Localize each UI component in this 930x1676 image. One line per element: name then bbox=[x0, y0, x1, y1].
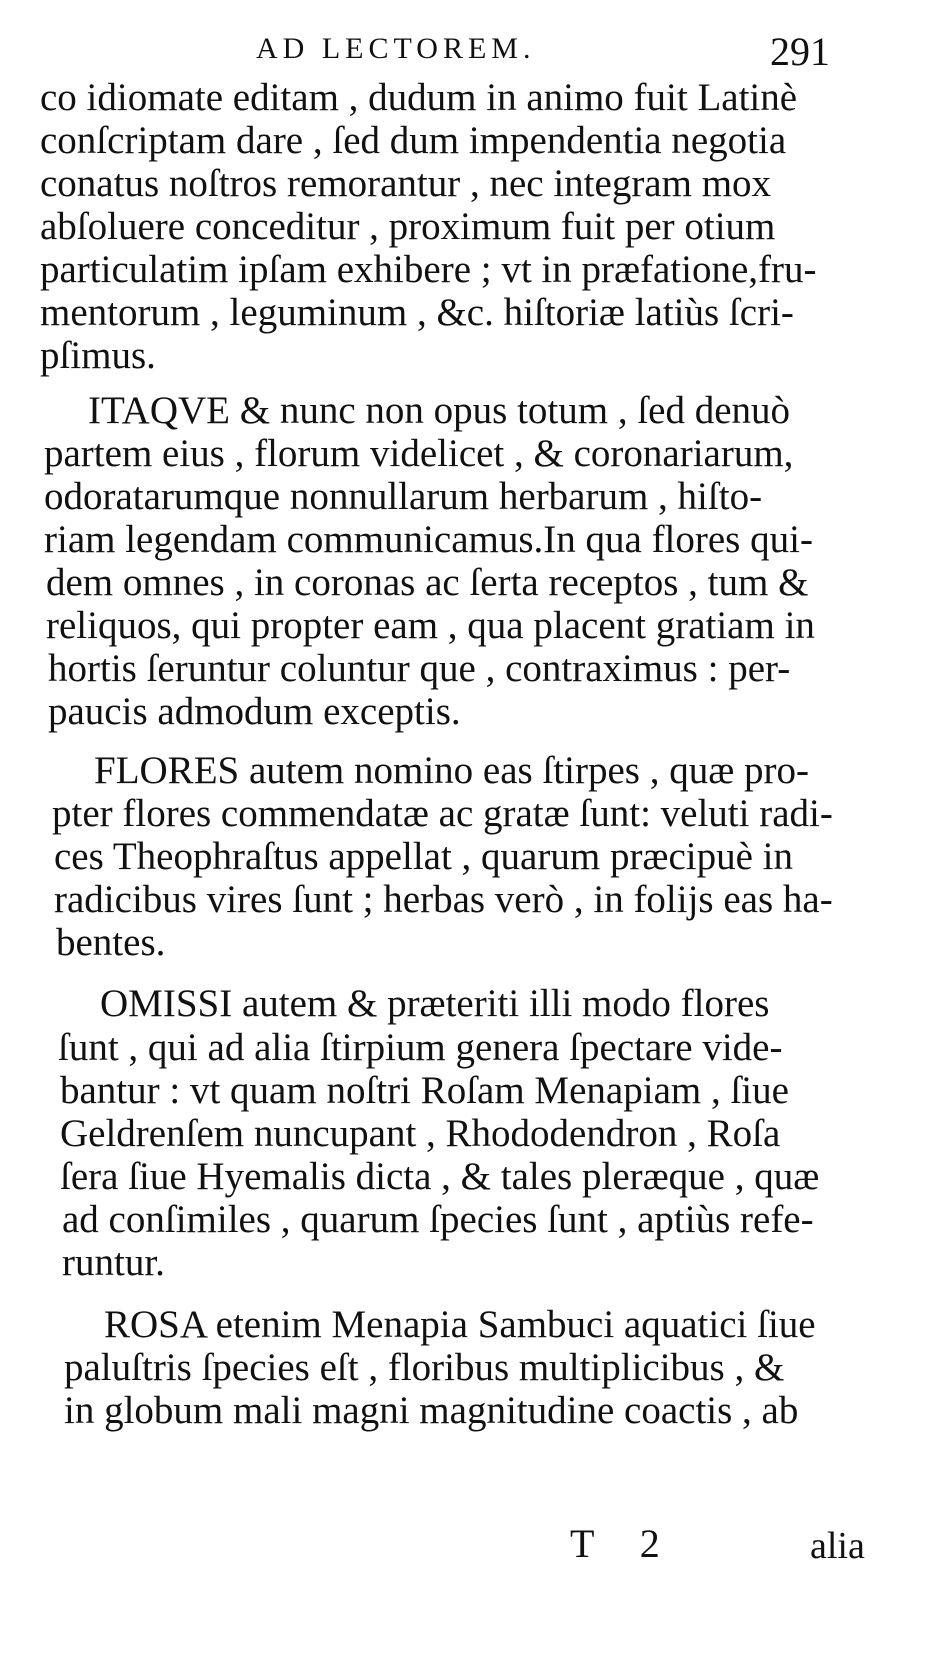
text-line: conatus noſtros remorantur , nec integram mox bbox=[40, 162, 772, 205]
signature-mark: T 2 bbox=[570, 1521, 678, 1566]
text-line: ces Theophraſtus appellat , quarum præcipuè in bbox=[54, 835, 793, 878]
paragraph-start-line: ITAQVE & nunc non opus totum , ſed denuò bbox=[88, 389, 791, 432]
text-line: abſoluere conceditur , proximum fuit per otium bbox=[40, 205, 776, 248]
catchword: alia bbox=[810, 1525, 865, 1567]
text-line: ſunt , qui ad alia ſtirpium genera ſpectare vide- bbox=[58, 1026, 783, 1069]
running-head bbox=[0, 28, 930, 76]
paragraph-start-line: ROSA etenim Menapia Sambuci aquatici ſiue bbox=[104, 1303, 816, 1346]
text-line: mentorum , leguminum , &c. hiſtoriæ latiùs ſcri- bbox=[40, 291, 794, 334]
text-line: pſimus. bbox=[40, 334, 156, 377]
text-line: particulatim ipſam exhibere ; vt in præfatione,fru- bbox=[40, 248, 817, 291]
text-line: paluſtris ſpecies eſt , floribus multiplicibus , & bbox=[64, 1346, 785, 1389]
page-number: 291 bbox=[770, 29, 830, 74]
text-line: pter flores commendatæ ac gratæ ſunt: veluti radi- bbox=[52, 792, 833, 835]
paragraph-start-line: OMISSI autem & præteriti illi modo flores bbox=[100, 982, 770, 1025]
paragraph-start-line: FLORES autem nomino eas ſtirpes , quæ pro- bbox=[94, 749, 809, 792]
text-line: dem omnes , in coronas ac ſerta receptos , tum & bbox=[46, 561, 809, 604]
text-line: ad conſimiles , quarum ſpecies ſunt , aptiùs refe- bbox=[62, 1198, 814, 1241]
text-line: ſera ſiue Hyemalis dicta , & tales pleræque , quæ bbox=[60, 1155, 820, 1198]
text-line: bantur : vt quam noſtri Roſam Menapiam , ſiue bbox=[60, 1069, 789, 1112]
text-line: reliquos, qui propter eam , qua placent gratiam in bbox=[46, 604, 815, 647]
running-title: AD LECTOREM. bbox=[256, 32, 536, 65]
text-line: hortis ſeruntur coluntur que , contraximus : per- bbox=[48, 647, 791, 690]
text-line: partem eius , florum videlicet , & coronariarum, bbox=[44, 432, 794, 475]
catchline bbox=[0, 1520, 930, 1570]
text-line: in globum mali magni magnitudine coactis , ab bbox=[64, 1389, 799, 1432]
text-line: co idiomate editam , dudum in animo fuit Latinè bbox=[40, 76, 798, 119]
text-line: radicibus vires ſunt ; herbas verò , in folijs eas ha- bbox=[54, 878, 833, 921]
text-line: paucis admodum exceptis. bbox=[48, 690, 461, 733]
text-line: riam legendam communicamus.In qua flores qui- bbox=[44, 518, 813, 561]
text-line: bentes. bbox=[56, 921, 166, 964]
text-line: conſcriptam dare , ſed dum impendentia negotia bbox=[40, 119, 787, 162]
text-line: odoratarumque nonnullarum herbarum , hiſto- bbox=[44, 475, 763, 518]
text-line: runtur. bbox=[62, 1241, 165, 1284]
text-line: Geldrenſem nuncupant , Rhododendron , Roſa bbox=[60, 1112, 781, 1155]
